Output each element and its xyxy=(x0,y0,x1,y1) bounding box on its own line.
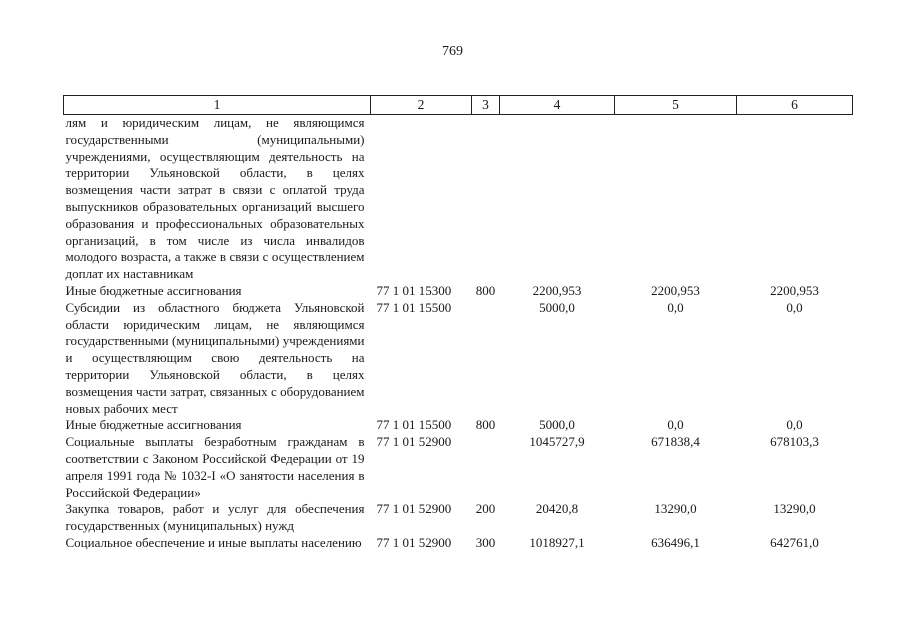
row-value-2: 0,0 xyxy=(667,417,684,433)
row-code: 77 1 01 52900 xyxy=(376,434,452,450)
table-row xyxy=(64,115,853,283)
row-name: Закупка товаров, работ и услуг для обеспечения государственных (муниципальных) нужд xyxy=(65,501,365,534)
table-header-row xyxy=(64,96,853,115)
budget-table xyxy=(63,95,853,552)
row-value-3: 13290,0 xyxy=(773,501,816,517)
row-value-2: 13290,0 xyxy=(654,501,697,517)
row-value-1: 20420,8 xyxy=(535,501,579,517)
row-value-1: 5000,0 xyxy=(539,417,575,433)
row-value-3: 678103,3 xyxy=(770,434,819,450)
column-header-1: 1 xyxy=(64,96,371,115)
row-value-1: 1018927,1 xyxy=(529,534,585,550)
row-value-2: 671838,4 xyxy=(651,434,700,450)
row-value-3: 0,0 xyxy=(786,299,803,315)
row-vr xyxy=(472,300,500,418)
row-code: 77 1 01 52900 xyxy=(376,534,452,550)
row-name: лям и юридическим лицам, не являющимся государственными (муниципальными) учреждениями, осуществляющим деятельность на территории Ульяновской области, в целях возмещения части затрат в связи с оплатой труда выпускников образовательных организаций высшего образования и профессиональных образовательных организаций, в том числе из числа инвалидов молодого возраста, а также в связи с осуществлением доплат их наставникам xyxy=(65,115,365,282)
column-header-2: 2 xyxy=(371,96,472,115)
row-value-3: 2200,953 xyxy=(770,282,819,298)
row-vr: 300 xyxy=(475,534,496,550)
table-row xyxy=(64,417,853,434)
table-row xyxy=(64,283,853,300)
row-vr: 800 xyxy=(475,282,496,298)
row-value-1: 5000,0 xyxy=(539,299,575,315)
row-code: 77 1 01 15300 xyxy=(376,282,452,298)
row-vr xyxy=(472,434,500,501)
row-value-2: 2200,953 xyxy=(651,282,700,298)
row-value-2: 0,0 xyxy=(667,299,684,315)
row-name: Иные бюджетные ассигнования xyxy=(65,417,242,433)
column-header-6: 6 xyxy=(737,96,853,115)
row-value-3 xyxy=(737,115,853,283)
row-name: Иные бюджетные ассигнования xyxy=(65,282,242,298)
table-row xyxy=(64,434,853,501)
row-name: Субсидии из областного бюджета Ульяновской области юридическим лицам, не являющимся государственными (муниципальными) учреждениями и осуществляющим свою деятельность на территории Ульяновской области, в целях возмещения части затрат, связанных с оборудованием новых рабочих мест xyxy=(65,299,365,416)
row-code xyxy=(371,115,472,283)
row-value-3: 0,0 xyxy=(786,417,803,433)
row-vr: 200 xyxy=(475,501,496,517)
row-name: Социальное обеспечение и иные выплаты населению xyxy=(65,534,362,550)
row-value-1: 2200,953 xyxy=(532,282,582,298)
row-value-2 xyxy=(615,115,737,283)
table-row xyxy=(64,535,853,552)
row-value-2: 636496,1 xyxy=(651,534,700,550)
row-vr xyxy=(472,115,500,283)
row-value-3: 642761,0 xyxy=(770,534,819,550)
column-header-3: 3 xyxy=(472,96,500,115)
column-header-4: 4 xyxy=(500,96,615,115)
row-name: Социальные выплаты безработным гражданам в соответствии с Законом Российской Федерации от 19 апреля 1991 года № 1032-I «О занятости населения в Российской Федерации» xyxy=(65,434,365,500)
row-value-1 xyxy=(500,115,615,283)
row-value-1: 1045727,9 xyxy=(529,434,585,450)
row-code: 77 1 01 15500 xyxy=(376,299,452,315)
table-row xyxy=(64,501,853,535)
row-code: 77 1 01 52900 xyxy=(376,501,452,517)
row-code: 77 1 01 15500 xyxy=(376,417,452,433)
column-header-5: 5 xyxy=(615,96,737,115)
page-number: 769 xyxy=(442,44,463,59)
table-row xyxy=(64,300,853,418)
row-vr: 800 xyxy=(475,417,496,433)
